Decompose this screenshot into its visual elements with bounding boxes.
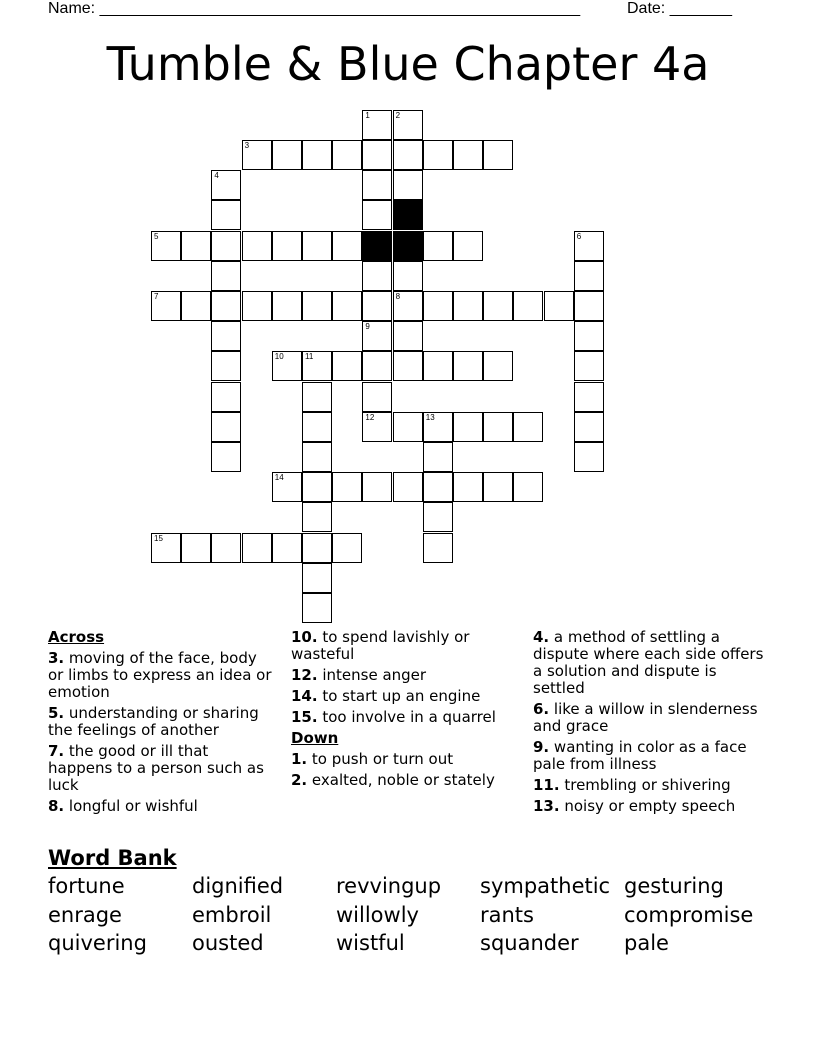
grid-cell[interactable] bbox=[423, 140, 453, 170]
grid-cell[interactable] bbox=[574, 442, 604, 472]
clue-number: 1 bbox=[365, 110, 370, 120]
grid-cell[interactable] bbox=[332, 533, 362, 563]
grid-cell[interactable] bbox=[393, 351, 423, 381]
grid-cell[interactable] bbox=[211, 170, 241, 200]
grid-cell[interactable] bbox=[393, 291, 423, 321]
across-heading: Across bbox=[48, 628, 105, 646]
grid-cell[interactable] bbox=[574, 412, 604, 442]
word-bank-item: embroil bbox=[192, 902, 272, 927]
clues-column-3 bbox=[533, 629, 768, 819]
grid-cell[interactable] bbox=[423, 442, 453, 472]
word-bank-item: dignified bbox=[192, 874, 284, 898]
word-bank-item: willowly bbox=[336, 902, 419, 927]
grid-cell[interactable] bbox=[211, 261, 241, 291]
across-clue-14: 14. to start up an engine bbox=[291, 687, 481, 705]
grid-cell[interactable] bbox=[574, 321, 604, 351]
clue-number: 14 bbox=[274, 473, 284, 483]
clue-number: 5 bbox=[154, 231, 159, 241]
grid-cell[interactable] bbox=[151, 231, 181, 261]
grid-cell[interactable] bbox=[453, 351, 483, 381]
word-bank-item: revvingup bbox=[336, 874, 442, 898]
grid-cell[interactable] bbox=[181, 291, 211, 321]
grid-cell[interactable] bbox=[302, 472, 332, 502]
grid-cell[interactable] bbox=[211, 382, 241, 412]
grid-cell[interactable] bbox=[332, 351, 362, 381]
grid-cell[interactable] bbox=[302, 412, 332, 442]
grid-cell[interactable] bbox=[181, 231, 211, 261]
grid-cell[interactable] bbox=[302, 231, 332, 261]
grid-cell[interactable] bbox=[393, 110, 423, 140]
grid-cell[interactable] bbox=[302, 593, 332, 623]
clue-number: 3 bbox=[244, 141, 250, 150]
grid-cell[interactable] bbox=[332, 291, 362, 321]
word-bank-item: fortune bbox=[48, 874, 125, 898]
down-clue-2: 2. exalted, noble or stately bbox=[291, 771, 495, 789]
grid-cell[interactable] bbox=[423, 351, 453, 381]
grid-cell[interactable] bbox=[453, 472, 483, 502]
grid-cell[interactable] bbox=[181, 533, 211, 563]
grid-cell[interactable] bbox=[332, 231, 362, 261]
grid-cell[interactable] bbox=[362, 291, 392, 321]
across-clue-5: 5. understanding or sharing the feelings of another bbox=[48, 704, 259, 739]
clue-number: 8 bbox=[395, 292, 401, 301]
grid-cell[interactable] bbox=[211, 291, 241, 321]
grid-cell[interactable] bbox=[423, 472, 453, 502]
grid-cell[interactable] bbox=[362, 382, 392, 412]
word-bank-item: compromise bbox=[624, 902, 754, 927]
across-clue-7: 7. the good or ill that happens to a person such as luck bbox=[48, 742, 264, 794]
grid-cell[interactable] bbox=[393, 321, 423, 351]
grid-cell[interactable] bbox=[242, 533, 272, 563]
page-title: Tumble & Blue Chapter 4a bbox=[106, 37, 710, 91]
grid-cell[interactable] bbox=[272, 472, 302, 502]
down-clue-13: 13. noisy or empty speech bbox=[533, 797, 736, 815]
grid-cell[interactable] bbox=[332, 472, 362, 502]
across-clue-3: 3. moving of the face, body or limbs to express an idea or emotion bbox=[48, 649, 272, 701]
grid-cell[interactable] bbox=[302, 140, 332, 170]
name-field[interactable]: Name: ______________________________________________________ bbox=[48, 0, 581, 17]
block-cell bbox=[362, 231, 392, 261]
grid-cell[interactable] bbox=[453, 140, 483, 170]
clue-number: 6 bbox=[576, 231, 582, 241]
grid-cell[interactable] bbox=[211, 533, 241, 563]
grid-cell[interactable] bbox=[211, 412, 241, 442]
grid-cell[interactable] bbox=[151, 291, 181, 321]
grid-cell[interactable] bbox=[423, 291, 453, 321]
grid-cell[interactable] bbox=[362, 200, 392, 230]
clue-number: 13 bbox=[425, 412, 435, 422]
grid-cell[interactable] bbox=[393, 261, 423, 291]
clue-number: 9 bbox=[365, 322, 370, 332]
date-field[interactable]: Date: _______ bbox=[627, 0, 732, 17]
word-bank-item: pale bbox=[624, 931, 669, 955]
grid-cell[interactable] bbox=[423, 502, 453, 532]
grid-cell[interactable] bbox=[302, 502, 332, 532]
clue-number: 4 bbox=[214, 171, 219, 181]
grid-cell[interactable] bbox=[211, 200, 241, 230]
across-clue-15: 15. too involve in a quarrel bbox=[291, 708, 496, 726]
grid-cell[interactable] bbox=[302, 442, 332, 472]
grid-cell[interactable] bbox=[483, 412, 513, 442]
grid-cell[interactable] bbox=[393, 472, 423, 502]
clue-number: 11 bbox=[305, 352, 314, 362]
grid-cell[interactable] bbox=[574, 351, 604, 381]
grid-cell[interactable] bbox=[362, 110, 392, 140]
grid-cell[interactable] bbox=[483, 351, 513, 381]
grid-cell[interactable] bbox=[393, 412, 423, 442]
grid-cell[interactable] bbox=[272, 231, 302, 261]
grid-cell[interactable] bbox=[362, 412, 392, 442]
grid-cell[interactable] bbox=[453, 291, 483, 321]
grid-cell[interactable] bbox=[544, 291, 574, 321]
grid-cell[interactable] bbox=[332, 140, 362, 170]
grid-cell[interactable] bbox=[272, 140, 302, 170]
grid-cell[interactable] bbox=[151, 533, 181, 563]
grid-cell[interactable] bbox=[483, 472, 513, 502]
grid-cell[interactable] bbox=[513, 412, 543, 442]
grid-cell[interactable] bbox=[423, 412, 453, 442]
grid-cell[interactable] bbox=[242, 140, 272, 170]
grid-cell[interactable] bbox=[302, 563, 332, 593]
grid-cell[interactable] bbox=[211, 442, 241, 472]
across-clue-8: 8. longful or wishful bbox=[48, 797, 198, 815]
grid-cell[interactable] bbox=[272, 351, 302, 381]
across-clue-12: 12. intense anger bbox=[291, 666, 427, 684]
grid-cell[interactable] bbox=[574, 291, 604, 321]
grid-cell[interactable] bbox=[362, 261, 392, 291]
clue-number: 2 bbox=[395, 110, 401, 120]
grid-cell[interactable] bbox=[393, 140, 423, 170]
grid-cell[interactable] bbox=[483, 140, 513, 170]
grid-cell[interactable] bbox=[302, 291, 332, 321]
grid-cell[interactable] bbox=[302, 382, 332, 412]
grid-cell[interactable] bbox=[574, 231, 604, 261]
word-bank-item: gesturing bbox=[624, 874, 724, 898]
grid-cell[interactable] bbox=[513, 472, 543, 502]
grid-cell[interactable] bbox=[211, 321, 241, 351]
clue-number: 10 bbox=[274, 352, 284, 362]
grid-cell[interactable] bbox=[211, 351, 241, 381]
word-bank-item: sympathetic bbox=[480, 874, 611, 898]
grid-cell[interactable] bbox=[362, 472, 392, 502]
word-bank-item: squander bbox=[480, 931, 579, 955]
word-bank-title: Word Bank bbox=[48, 846, 177, 870]
down-clue-11: 11. trembling or shivering bbox=[533, 776, 731, 794]
down-clue-9: 9. wanting in color as a face pale from illness bbox=[533, 738, 747, 773]
down-clue-1: 1. to push or turn out bbox=[291, 750, 454, 768]
clues-column-1 bbox=[48, 629, 273, 819]
grid-cell[interactable] bbox=[302, 351, 332, 381]
down-heading: Down bbox=[291, 729, 339, 747]
grid-cell[interactable] bbox=[242, 291, 272, 321]
grid-cell[interactable] bbox=[362, 140, 392, 170]
down-clue-4: 4. a method of settling a dispute where each side offers a solution and dispute is settled bbox=[533, 628, 764, 697]
grid-cell[interactable] bbox=[211, 231, 241, 261]
grid-cell[interactable] bbox=[393, 170, 423, 200]
grid-cell[interactable] bbox=[242, 231, 272, 261]
grid-cell[interactable] bbox=[453, 231, 483, 261]
grid-cell[interactable] bbox=[362, 351, 392, 381]
word-bank-item: wistful bbox=[336, 931, 405, 955]
clue-number: 12 bbox=[365, 412, 375, 422]
grid-cell[interactable] bbox=[272, 533, 302, 563]
grid-cell[interactable] bbox=[513, 291, 543, 321]
clues-column-2 bbox=[291, 629, 516, 793]
grid-cell[interactable] bbox=[574, 382, 604, 412]
grid-cell[interactable] bbox=[483, 291, 513, 321]
down-clue-6: 6. like a willow in slenderness and grace bbox=[533, 700, 758, 735]
grid-cell[interactable] bbox=[362, 321, 392, 351]
word-bank-item: rants bbox=[480, 902, 534, 927]
grid-cell[interactable] bbox=[453, 412, 483, 442]
word-bank-item: enrage bbox=[48, 902, 122, 927]
grid-cell[interactable] bbox=[362, 170, 392, 200]
grid-cell[interactable] bbox=[272, 291, 302, 321]
word-bank-item: ousted bbox=[192, 931, 264, 955]
clue-number: 15 bbox=[154, 533, 163, 543]
block-cell bbox=[393, 231, 423, 261]
grid-cell[interactable] bbox=[574, 261, 604, 291]
grid-cell[interactable] bbox=[423, 231, 453, 261]
clue-number: 7 bbox=[154, 292, 159, 301]
across-clue-10: 10. to spend lavishly or wasteful bbox=[291, 628, 470, 663]
grid-cell[interactable] bbox=[302, 533, 332, 563]
grid-cell[interactable] bbox=[423, 533, 453, 563]
block-cell bbox=[393, 200, 423, 230]
word-bank-item: quivering bbox=[48, 931, 147, 955]
